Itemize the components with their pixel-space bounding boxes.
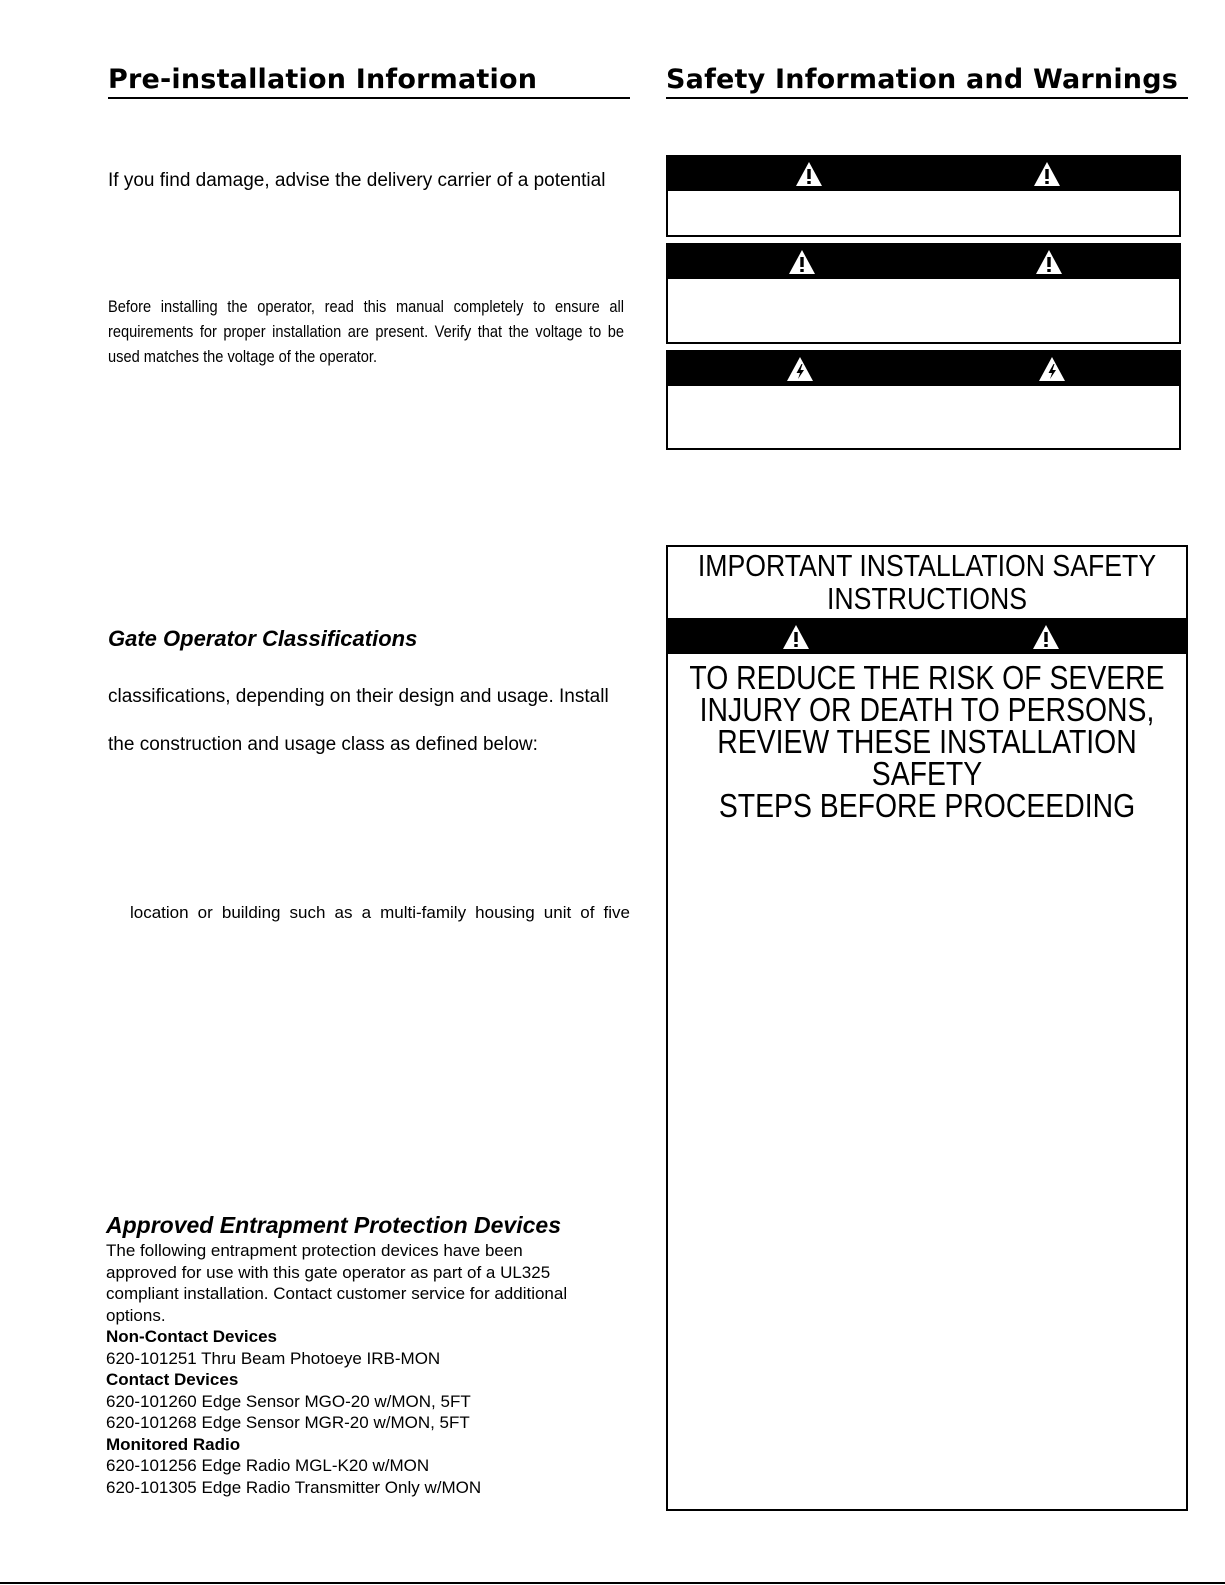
classifications-line-3: location or building such as a multi-family housing unit of five bbox=[130, 903, 630, 922]
warning-bar bbox=[668, 352, 1179, 386]
electric-shock-triangle-icon bbox=[1037, 355, 1067, 383]
warning-triangle-icon bbox=[1031, 623, 1061, 651]
group-label-non-contact: Non-Contact Devices bbox=[106, 1327, 277, 1346]
warning-triangle-icon bbox=[1034, 248, 1064, 276]
devices-list bbox=[106, 1240, 567, 1498]
devices-intro-line: The following entrapment protection devices have been bbox=[106, 1241, 523, 1260]
classifications-heading: Gate Operator Classifications bbox=[108, 626, 418, 651]
warning-bar bbox=[668, 157, 1179, 191]
important-text-line: INJURY OR DEATH TO PERSONS, bbox=[699, 691, 1155, 728]
important-text-line: TO REDUCE THE RISK OF SEVERE bbox=[689, 659, 1165, 696]
warning-bar bbox=[668, 245, 1179, 279]
before-install-line-2: requirements for proper installation are present. Verify that the voltage to be bbox=[108, 322, 624, 341]
important-safety-header bbox=[668, 547, 1186, 620]
warning-triangle-icon bbox=[787, 248, 817, 276]
important-title-line-1: IMPORTANT INSTALLATION SAFETY bbox=[697, 548, 1157, 583]
device-item: 620-101260 Edge Sensor MGO-20 w/MON, 5FT bbox=[106, 1391, 471, 1411]
important-title-line-2: INSTRUCTIONS bbox=[827, 581, 1027, 616]
group-label-contact: Contact Devices bbox=[106, 1370, 239, 1389]
important-text-line: REVIEW THESE INSTALLATION SAFETY bbox=[717, 723, 1137, 792]
damage-line: If you find damage, advise the delivery carrier of a potential bbox=[108, 170, 606, 191]
device-item: 620-101268 Edge Sensor MGR-20 w/MON, 5FT bbox=[106, 1413, 470, 1432]
page-bottom-rule bbox=[0, 1582, 1225, 1584]
warning-box-3 bbox=[666, 350, 1181, 450]
safety-title: Safety Information and Warnings bbox=[666, 64, 1188, 99]
warning-triangle-icon bbox=[781, 623, 811, 651]
electric-shock-triangle-icon bbox=[785, 355, 815, 383]
before-install-line-1: Before installing the operator, read this manual completely to ensure all bbox=[108, 297, 624, 316]
devices-intro-line: compliant installation. Contact customer service for additional bbox=[106, 1284, 568, 1303]
device-item: 620-101256 Edge Radio MGL-K20 w/MON bbox=[106, 1456, 430, 1475]
important-safety-box bbox=[666, 545, 1188, 1511]
important-text-line: STEPS BEFORE PROCEEDING bbox=[718, 787, 1136, 824]
classifications-line-1: classifications, depending on their design and usage. Install bbox=[108, 686, 609, 707]
devices-intro-line: approved for use with this gate operator as part of a UL325 bbox=[106, 1262, 551, 1282]
warning-box-2 bbox=[666, 243, 1181, 344]
pre-installation-title: Pre-installation Information bbox=[108, 64, 630, 99]
before-install-line-3: used matches the voltage of the operator. bbox=[108, 347, 378, 366]
warning-bar bbox=[668, 620, 1186, 654]
devices-heading: Approved Entrapment Protection Devices bbox=[106, 1212, 561, 1238]
device-item: 620-101305 Edge Radio Transmitter Only w/MON bbox=[106, 1477, 482, 1497]
group-label-monitored-radio: Monitored Radio bbox=[106, 1434, 241, 1454]
device-item: 620-101251 Thru Beam Photoeye IRB-MON bbox=[106, 1348, 441, 1368]
classifications-line-2: the construction and usage class as defined below: bbox=[108, 734, 538, 755]
warning-triangle-icon bbox=[794, 160, 824, 188]
warning-triangle-icon bbox=[1032, 160, 1062, 188]
warning-box-1 bbox=[666, 155, 1181, 237]
devices-intro-line: options. bbox=[106, 1305, 166, 1325]
